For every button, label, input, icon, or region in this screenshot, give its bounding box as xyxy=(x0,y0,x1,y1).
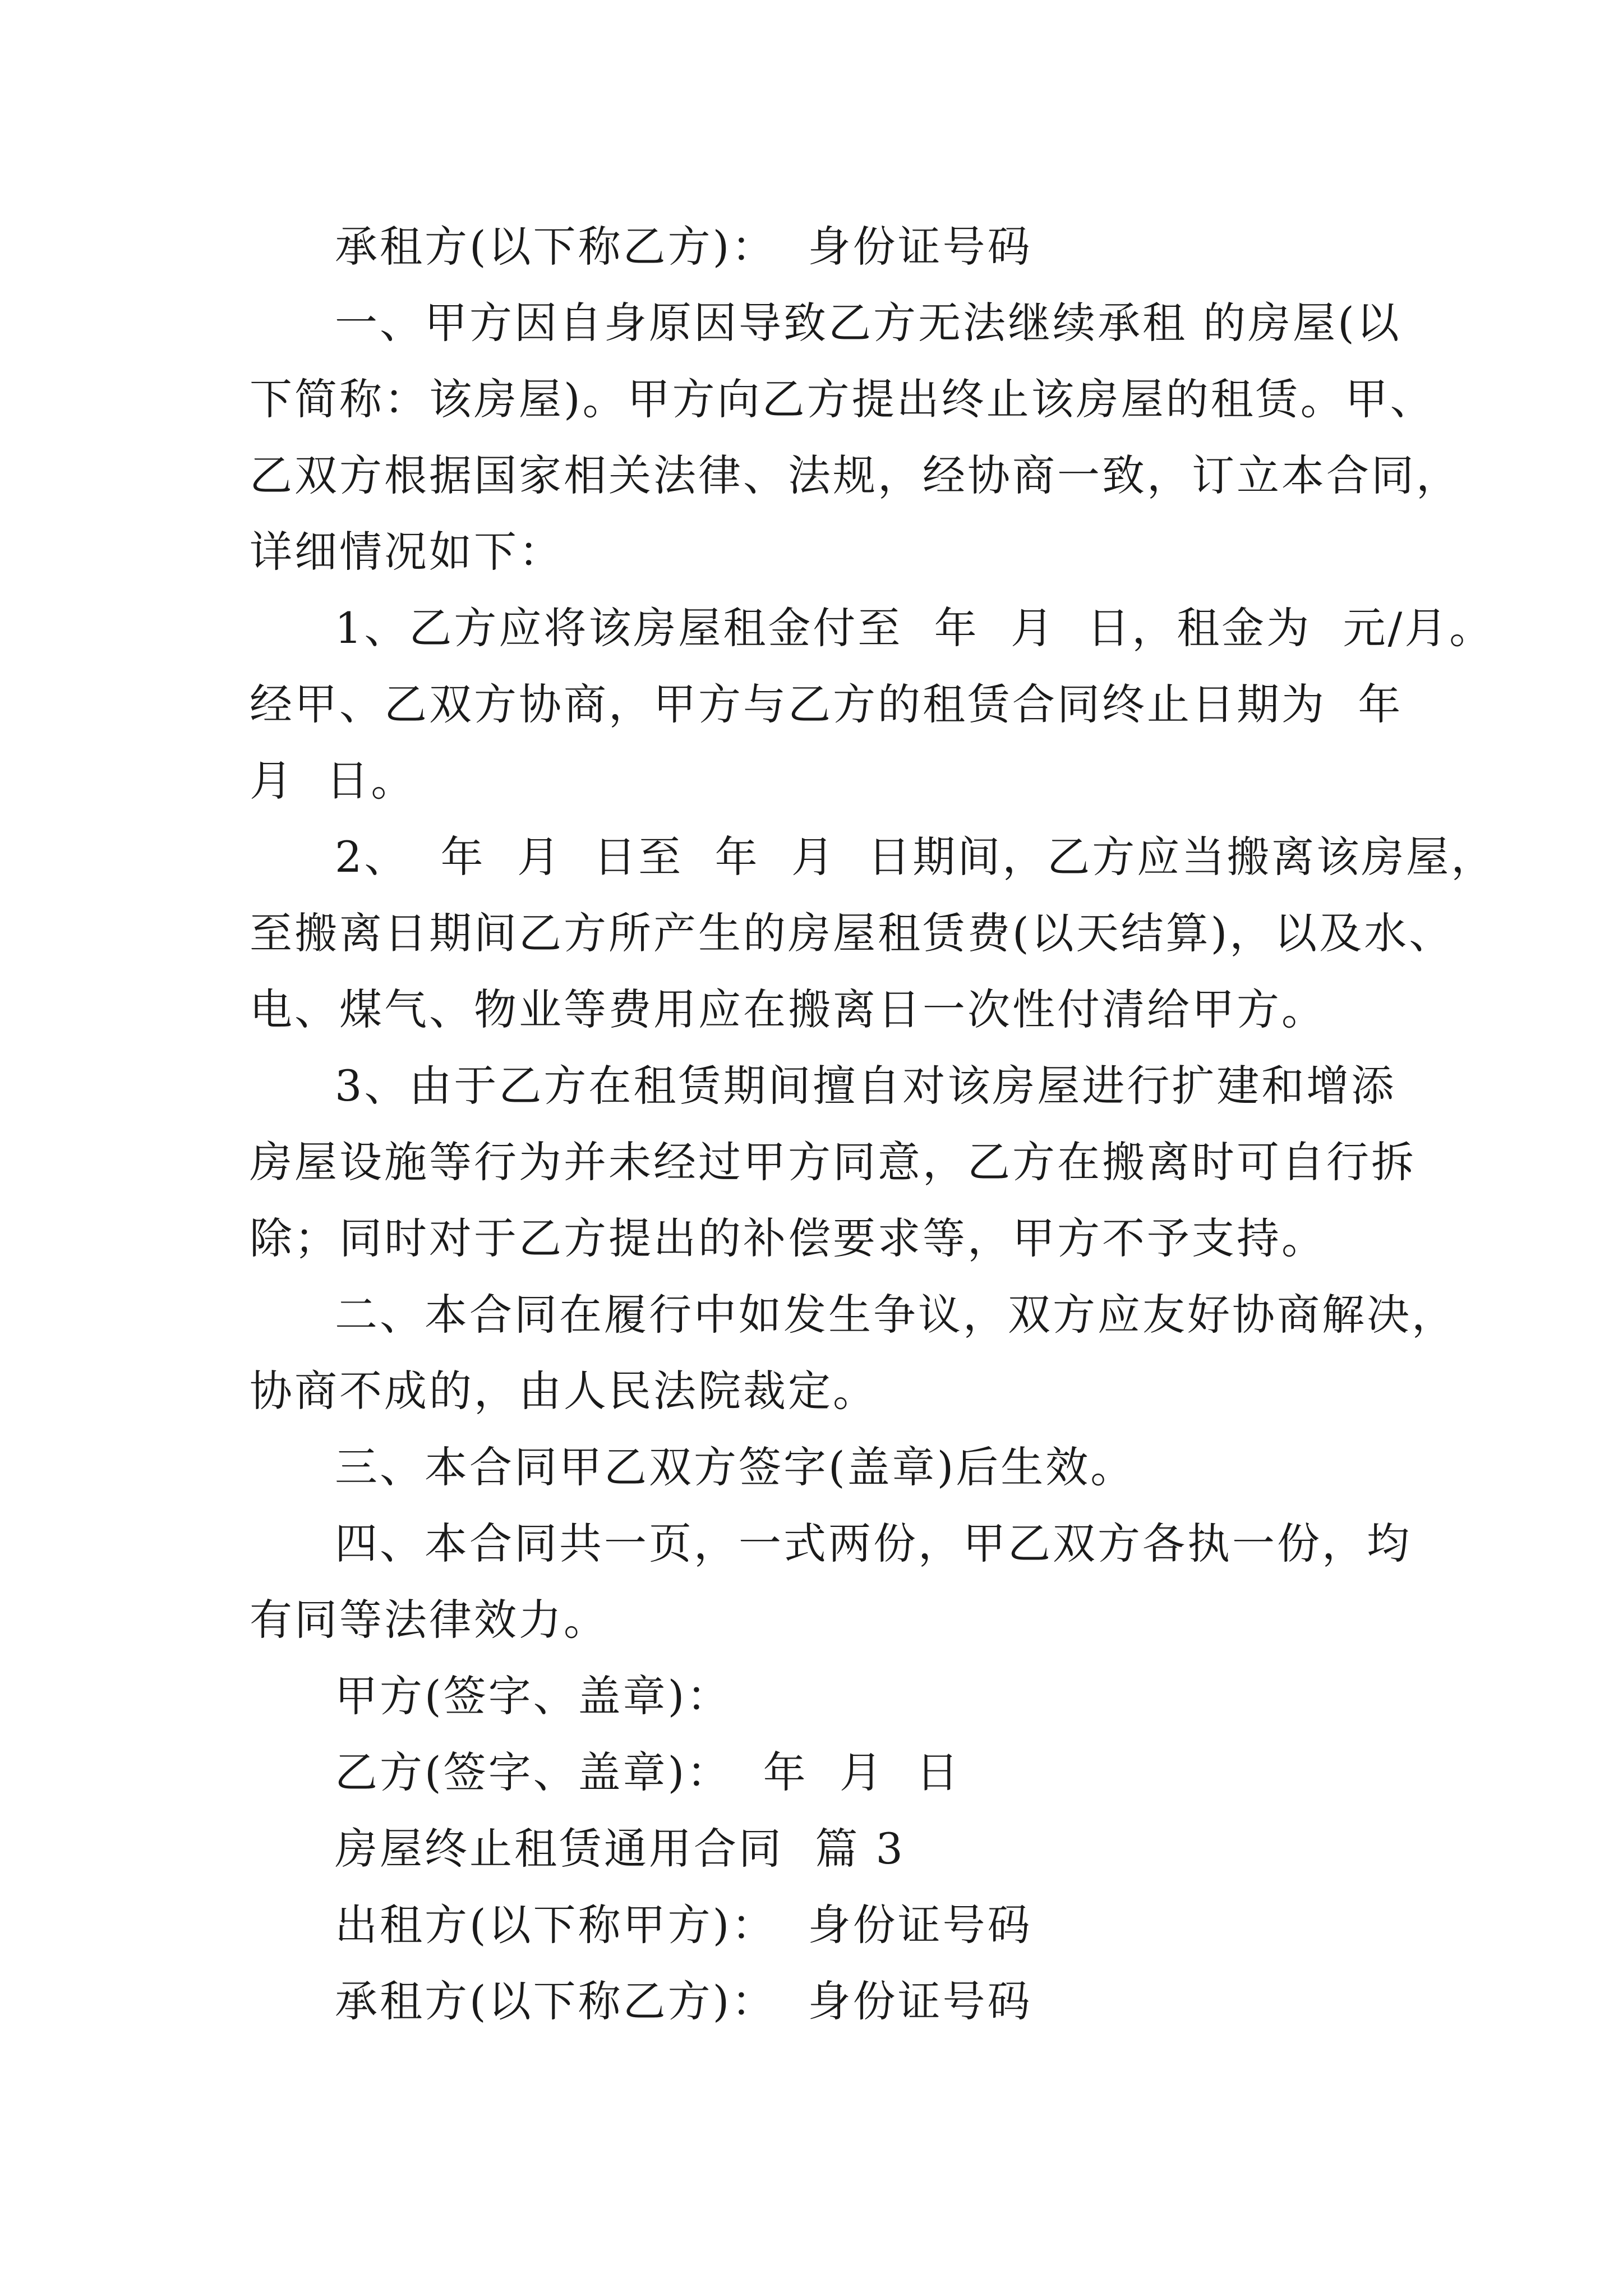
document-body xyxy=(250,209,1496,2040)
clause-2-line: 二、本合同在履行中如发生争议，双方应友好协商解决， xyxy=(335,1290,1456,1340)
item-1-line: 月 日。 xyxy=(250,756,416,806)
item-3-line: 3、由于乙方在租赁期间擅自对该房屋进行扩建和增添 xyxy=(335,1061,1396,1111)
item-3-line: 房屋设施等行为并未经过甲方同意，乙方在搬离时可自行拆 xyxy=(250,1137,1416,1187)
clause-4-line: 四、本合同共一页，一式两份，甲乙双方各执一份，均 xyxy=(335,1519,1412,1568)
item-1-line: 1、乙方应将该房屋租金付至 年 月 日，租金为 元/月。 xyxy=(335,603,1495,653)
clause-3-line: 三、本合同甲乙双方签字(盖章)后生效。 xyxy=(335,1442,1136,1492)
party-b-signature-line: 乙方(签字、盖章)： 年 月 日 xyxy=(335,1747,961,1797)
item-2-line: 电、煤气、物业等费用应在搬离日一次性付清给甲方。 xyxy=(250,984,1326,1034)
clause-2-line: 协商不成的，由人民法院裁定。 xyxy=(250,1366,878,1416)
item-2-line: 2、 年 月 日至 年 月 日期间，乙方应当搬离该房屋， xyxy=(335,832,1496,882)
item-3-line: 除；同时对于乙方提出的补偿要求等，甲方不予支持。 xyxy=(250,1213,1326,1263)
clause-1-paragraph-line: 乙双方根据国家相关法律、法规，经协商一致，订立本合同， xyxy=(250,450,1461,500)
lessee-line: 承租方(以下称乙方)： 身份证号码 xyxy=(335,222,1032,272)
lessee-line: 承租方(以下称乙方)： 身份证号码 xyxy=(335,1976,1032,2026)
item-2-line: 至搬离日期间乙方所产生的房屋租赁费(以天结算)，以及水、 xyxy=(250,908,1454,958)
clause-1-paragraph-line: 下简称：该房屋)。甲方向乙方提出终止该房屋的租赁。甲、 xyxy=(250,374,1435,424)
party-a-signature-line: 甲方(签字、盖章)： xyxy=(335,1671,732,1721)
lessor-line: 出租方(以下称甲方)： 身份证号码 xyxy=(335,1900,1032,1950)
section-heading: 房屋终止租赁通用合同 篇 3 xyxy=(335,1824,905,1874)
clause-4-line: 有同等法律效力。 xyxy=(250,1595,608,1645)
clause-1-paragraph-line: 一、甲方因自身原因导致乙方无法继续承租 的房屋(以 xyxy=(335,298,1401,348)
item-1-line: 经甲、乙双方协商，甲方与乙方的租赁合同终止日期为 年 xyxy=(250,679,1403,729)
clause-1-paragraph-line: 详细情况如下： xyxy=(250,527,564,577)
